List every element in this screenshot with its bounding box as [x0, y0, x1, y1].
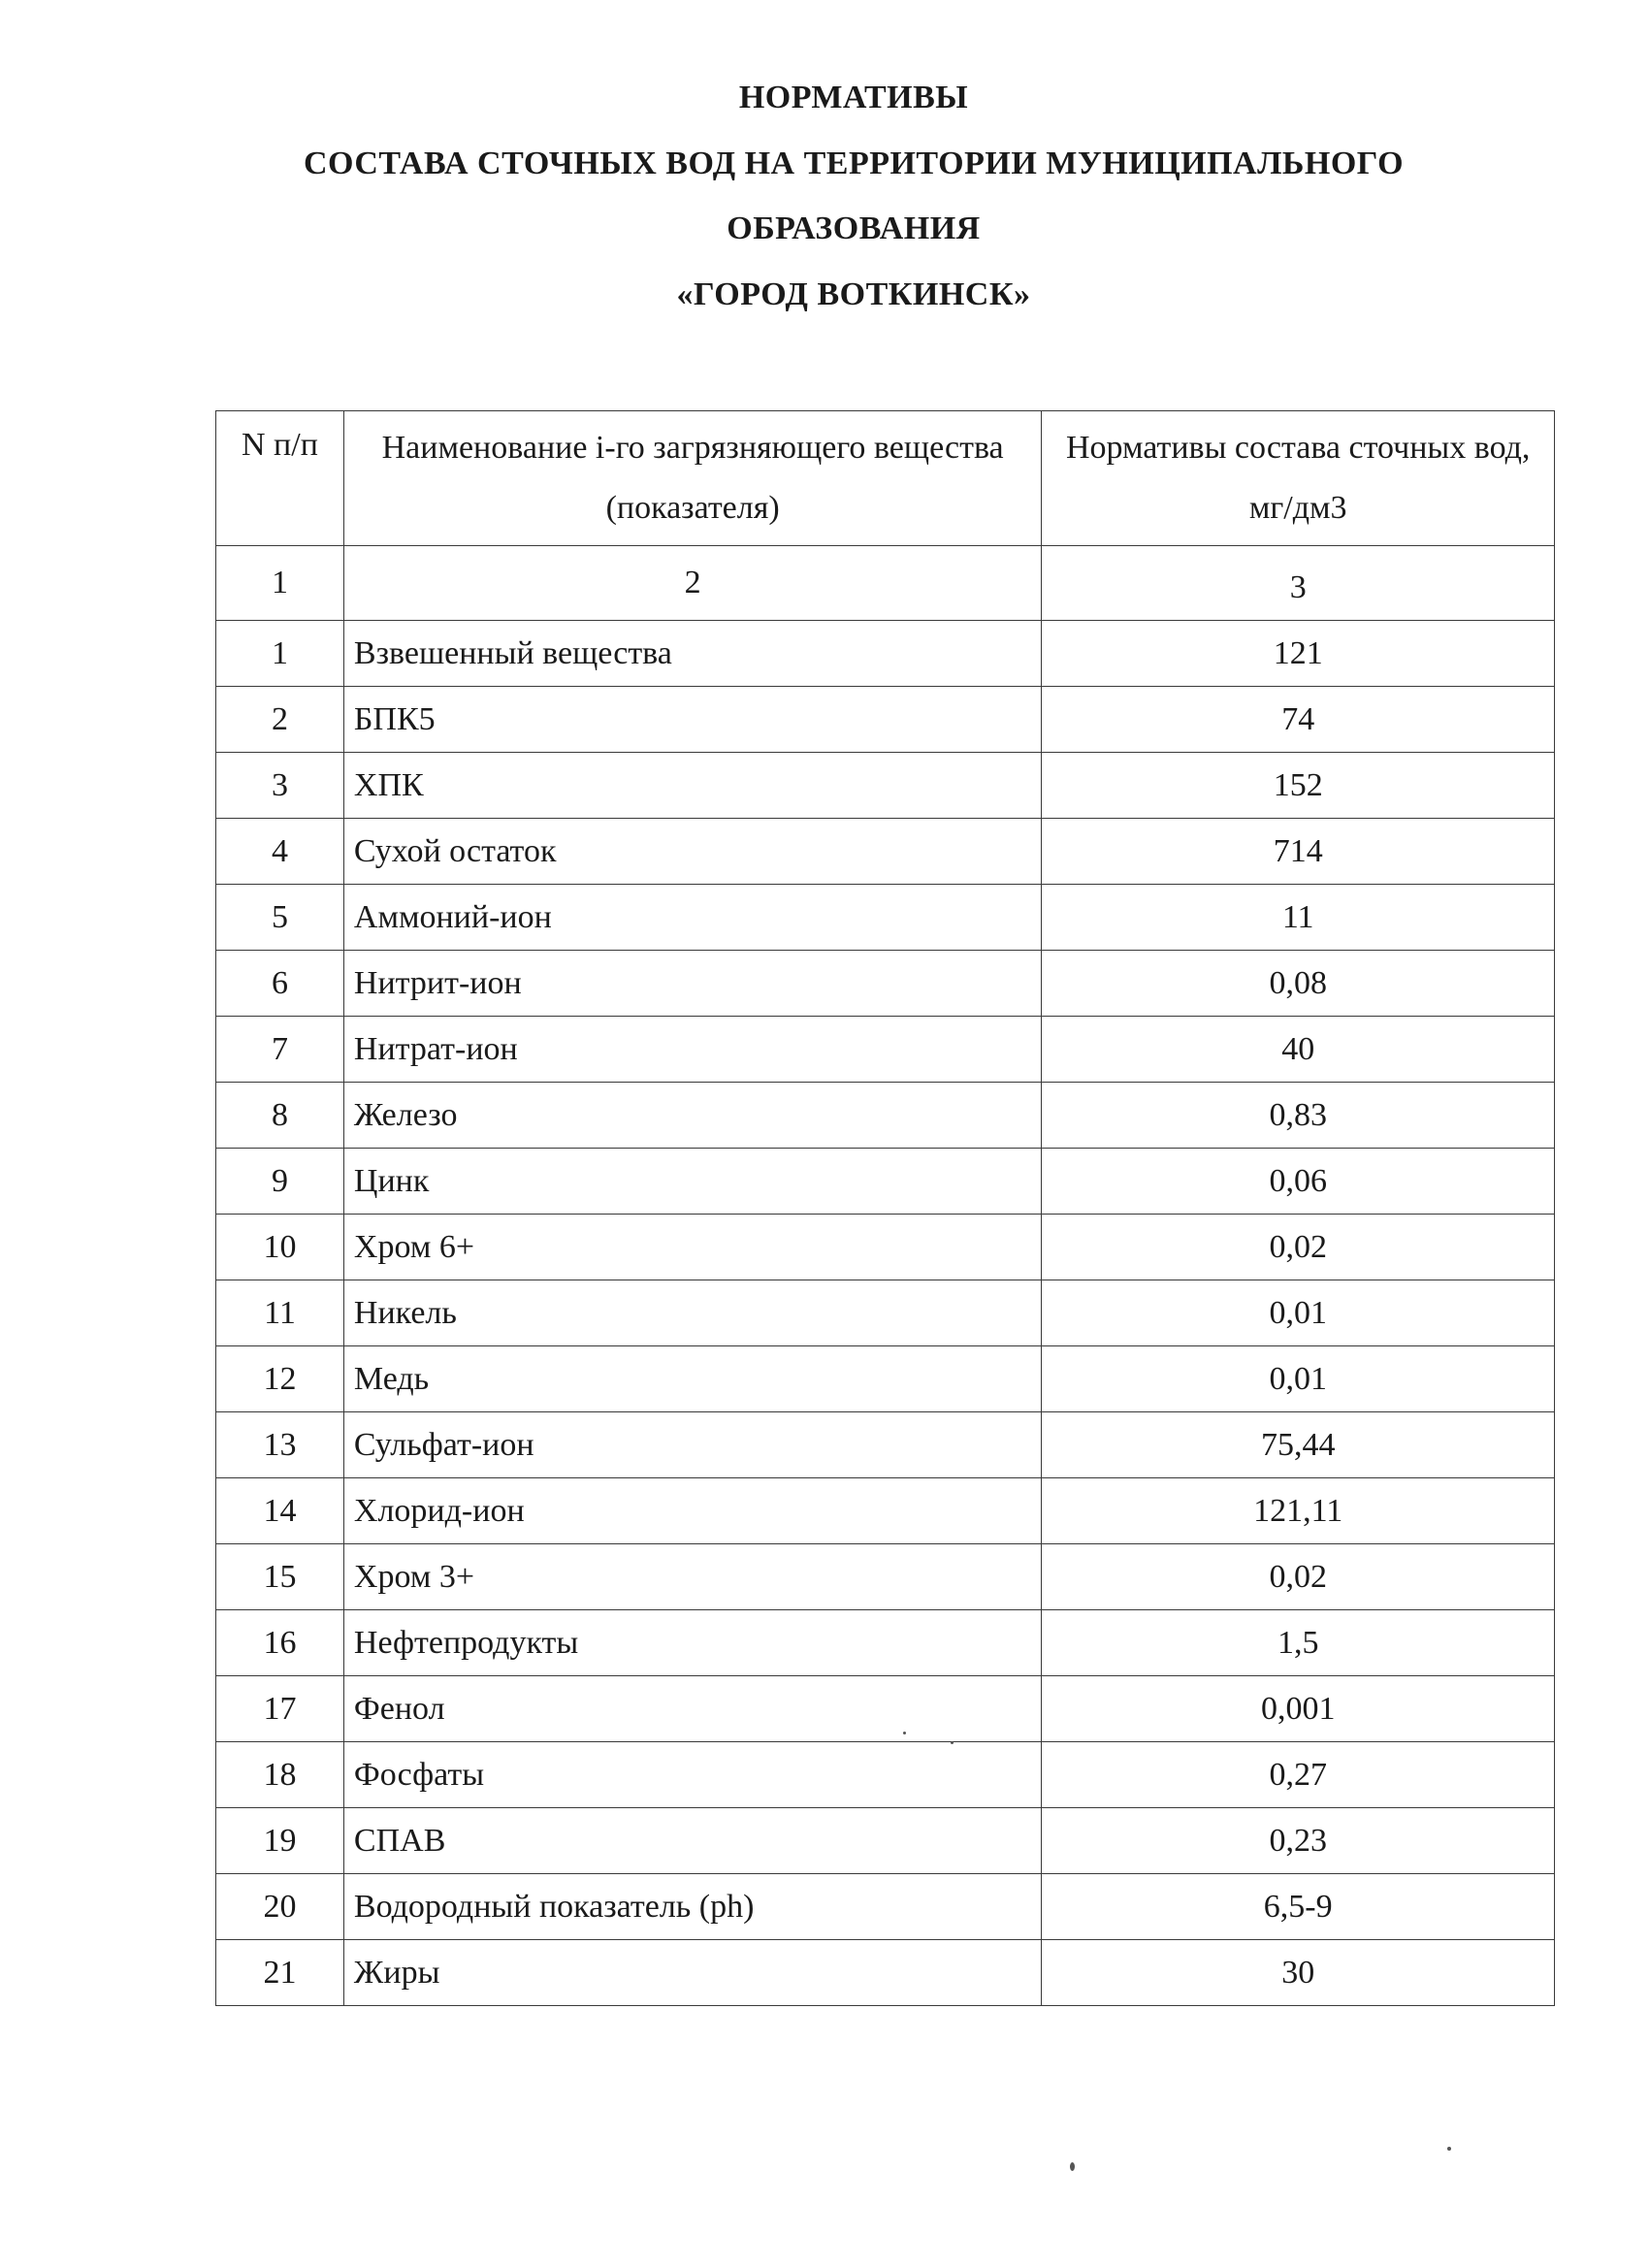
table-row [216, 1083, 1555, 1149]
substance-name: Железо [343, 1083, 1041, 1149]
substance-name: Нефтепродукты [343, 1610, 1041, 1676]
row-number: 17 [216, 1676, 344, 1742]
row-number: 10 [216, 1215, 344, 1280]
header-number: N п/п [216, 411, 344, 546]
substance-name: Никель [343, 1280, 1041, 1346]
table-row [216, 1280, 1555, 1346]
norm-value: 30 [1042, 1940, 1555, 2006]
row-number: 11 [216, 1280, 344, 1346]
norm-value: 75,44 [1042, 1412, 1555, 1478]
document-title: НОРМАТИВЫ [738, 80, 969, 115]
table-row [216, 1478, 1555, 1544]
norm-value: 0,02 [1042, 1215, 1555, 1280]
norm-value: 0,83 [1042, 1083, 1555, 1149]
norm-value: 40 [1042, 1017, 1555, 1083]
row-number: 14 [216, 1478, 344, 1544]
substance-name: БПК5 [343, 687, 1041, 753]
table-row [216, 687, 1555, 753]
row-number: 6 [216, 951, 344, 1017]
document-subtitle-line-1: СОСТАВА СТОЧНЫХ ВОД НА ТЕРРИТОРИИ МУНИЦИПАЛЬНОГО [303, 146, 1405, 181]
substance-name: Водородный показатель (ph) [343, 1874, 1041, 1940]
document-subtitle-line-2: ОБРАЗОВАНИЯ [727, 211, 981, 246]
row-number: 3 [216, 753, 344, 819]
table-row [216, 1215, 1555, 1280]
table-row [216, 1808, 1555, 1874]
row-number: 15 [216, 1544, 344, 1610]
scan-speck [903, 1732, 906, 1734]
norm-value: 121,11 [1042, 1478, 1555, 1544]
row-number: 9 [216, 1149, 344, 1215]
table-row [216, 885, 1555, 951]
substance-name: Нитрат-ион [343, 1017, 1041, 1083]
row-number: 16 [216, 1610, 344, 1676]
substance-name: Аммоний-ион [343, 885, 1041, 951]
substance-name: Цинк [343, 1149, 1041, 1215]
norm-value: 74 [1042, 687, 1555, 753]
document-subtitle-line-3: «ГОРОД ВОТКИНСК» [676, 276, 1031, 312]
table-row [216, 1544, 1555, 1610]
substance-name: Фосфаты [343, 1742, 1041, 1808]
table-row [216, 621, 1555, 687]
row-number: 4 [216, 819, 344, 885]
table-header-row [216, 411, 1555, 546]
norm-value: 0,27 [1042, 1742, 1555, 1808]
norm-value: 152 [1042, 753, 1555, 819]
norm-value: 0,06 [1042, 1149, 1555, 1215]
row-number: 13 [216, 1412, 344, 1478]
column-number-3: 3 [1042, 546, 1555, 621]
norm-value: 6,5-9 [1042, 1874, 1555, 1940]
row-number: 2 [216, 687, 344, 753]
header-norm: Нормативы состава сточных вод, мг/дм3 [1042, 411, 1555, 546]
substance-name: Фенол [343, 1676, 1041, 1742]
row-number: 18 [216, 1742, 344, 1808]
substance-name: Взвешенный вещества [343, 621, 1041, 687]
row-number: 5 [216, 885, 344, 951]
substance-name: ХПК [343, 753, 1041, 819]
norm-value: 1,5 [1042, 1610, 1555, 1676]
substance-name: Хром 3+ [343, 1544, 1041, 1610]
table-row [216, 951, 1555, 1017]
norm-value: 0,001 [1042, 1676, 1555, 1742]
table-row [216, 1874, 1555, 1940]
column-number-2: 2 [343, 546, 1041, 621]
table-row [216, 819, 1555, 885]
table-row [216, 1676, 1555, 1742]
table-row [216, 1346, 1555, 1412]
table-row [216, 1940, 1555, 2006]
substance-name: Хлорид-ион [343, 1478, 1041, 1544]
row-number: 21 [216, 1940, 344, 2006]
row-number: 7 [216, 1017, 344, 1083]
norm-value: 0,23 [1042, 1808, 1555, 1874]
row-number: 20 [216, 1874, 344, 1940]
table-row [216, 1412, 1555, 1478]
scan-speck [951, 1741, 954, 1744]
row-number: 19 [216, 1808, 344, 1874]
substance-name: СПАВ [343, 1808, 1041, 1874]
norm-value: 714 [1042, 819, 1555, 885]
column-number-row [216, 546, 1555, 621]
substance-name: Медь [343, 1346, 1041, 1412]
substance-name: Хром 6+ [343, 1215, 1041, 1280]
norm-value: 0,01 [1042, 1280, 1555, 1346]
substance-name: Сульфат-ион [343, 1412, 1041, 1478]
table-row [216, 1149, 1555, 1215]
row-number: 1 [216, 621, 344, 687]
substance-name: Сухой остаток [343, 819, 1041, 885]
table-row [216, 753, 1555, 819]
table-row [216, 1017, 1555, 1083]
header-substance: Наименование i-го загрязняющего вещества (показателя) [343, 411, 1041, 546]
norms-table [215, 410, 1555, 2006]
row-number: 8 [216, 1083, 344, 1149]
norm-value: 0,08 [1042, 951, 1555, 1017]
norm-value: 121 [1042, 621, 1555, 687]
substance-name: Жиры [343, 1940, 1041, 2006]
row-number: 12 [216, 1346, 344, 1412]
scan-speck [1447, 2147, 1451, 2151]
table-row [216, 1610, 1555, 1676]
scan-speck [1070, 2162, 1075, 2171]
norm-value: 11 [1042, 885, 1555, 951]
norm-value: 0,02 [1042, 1544, 1555, 1610]
norm-value: 0,01 [1042, 1346, 1555, 1412]
table-row [216, 1742, 1555, 1808]
column-number-1: 1 [216, 546, 344, 621]
substance-name: Нитрит-ион [343, 951, 1041, 1017]
